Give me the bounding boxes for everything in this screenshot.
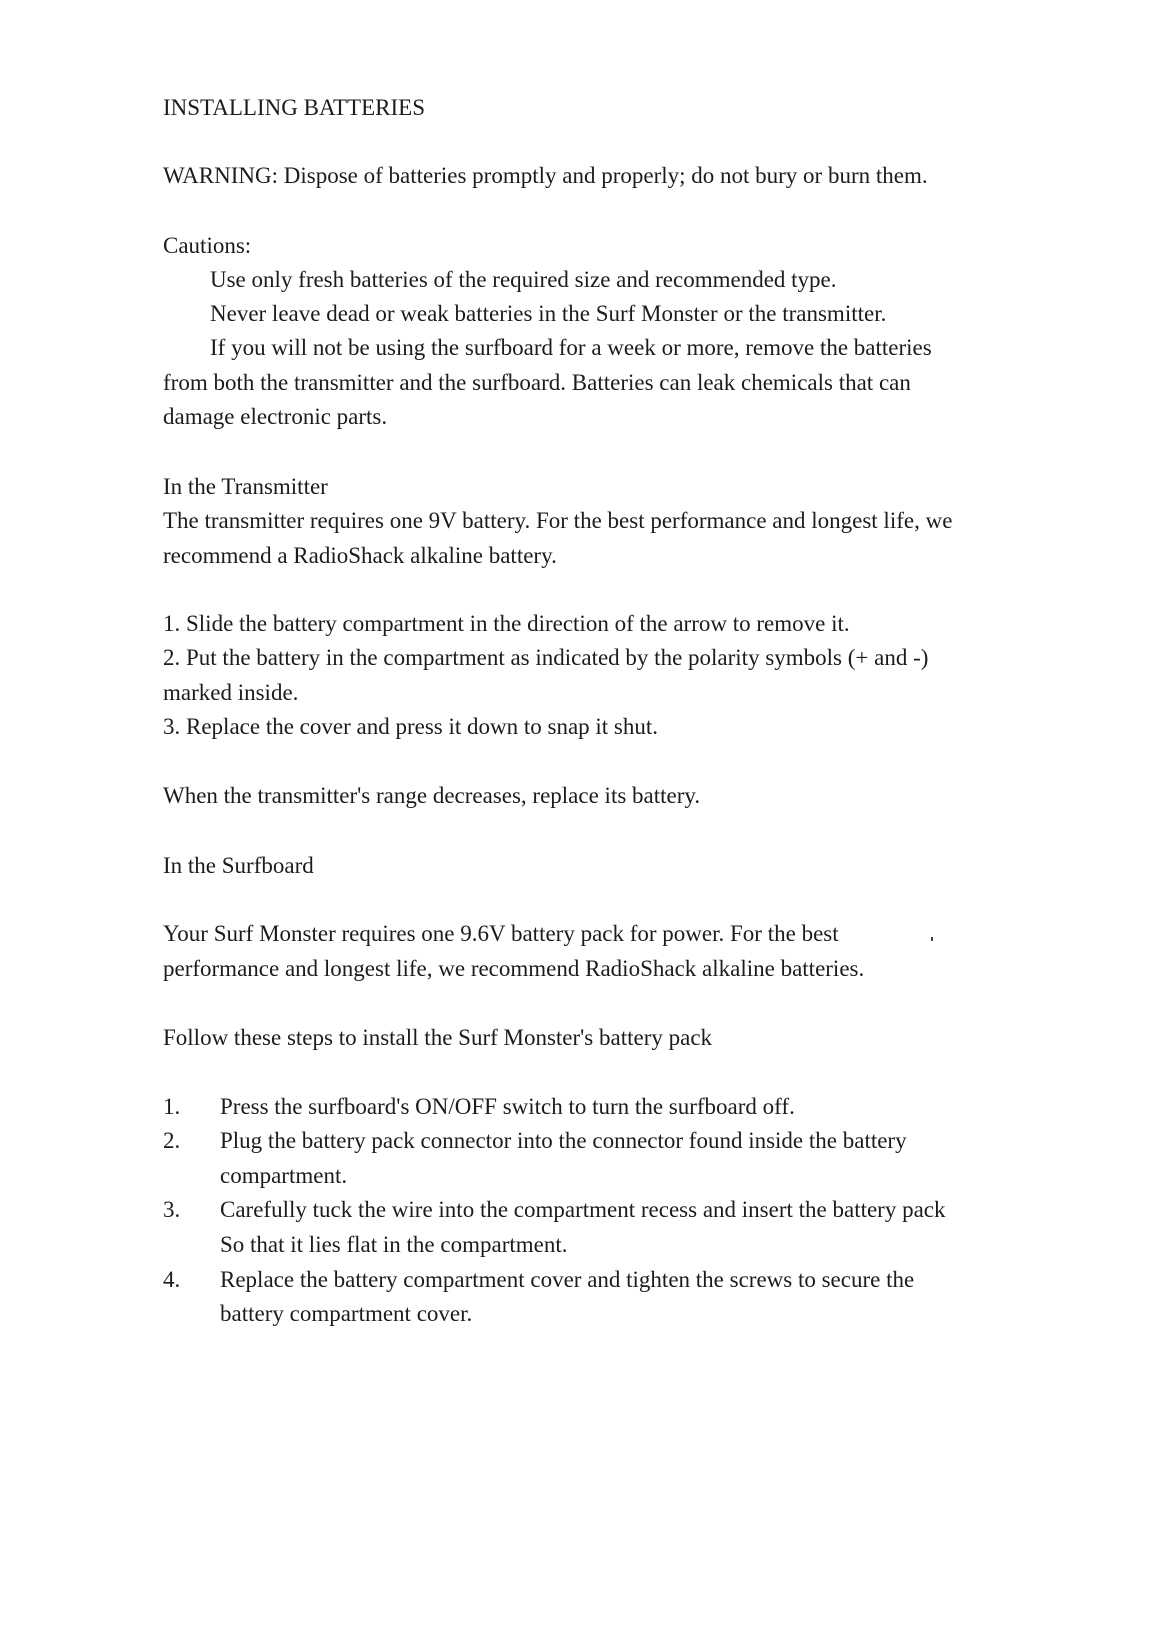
surfboard-step-number: 1. — [163, 1094, 181, 1119]
surfboard-step: Press the surfboard's ON/OFF switch to turn the surfboard off. — [220, 1094, 795, 1119]
scan-speck — [931, 937, 933, 941]
page-title: INSTALLING BATTERIES — [163, 95, 425, 120]
surfboard-heading: In the Surfboard — [163, 853, 314, 878]
surfboard-step-continuation: compartment. — [220, 1163, 348, 1188]
surfboard-step: Carefully tuck the wire into the compartment recess and insert the battery pack — [220, 1197, 946, 1222]
surfboard-intro: performance and longest life, we recommend RadioShack alkaline batteries. — [163, 956, 865, 981]
surfboard-step-continuation: battery compartment cover. — [220, 1301, 473, 1326]
transmitter-heading: In the Transmitter — [163, 474, 328, 499]
surfboard-step: Replace the battery compartment cover and tighten the screws to secure the — [220, 1267, 915, 1292]
warning-text: WARNING: Dispose of batteries promptly and properly; do not bury or burn them. — [163, 163, 928, 188]
transmitter-step-continuation: marked inside. — [163, 680, 299, 705]
surfboard-step: Plug the battery pack connector into the connector found inside the battery — [220, 1128, 907, 1153]
transmitter-step: 1. Slide the battery compartment in the direction of the arrow to remove it. — [163, 611, 850, 636]
surfboard-step-continuation: So that it lies flat in the compartment. — [220, 1232, 568, 1257]
surfboard-follow: Follow these steps to install the Surf Monster's battery pack — [163, 1025, 713, 1050]
surfboard-step-number: 2. — [163, 1128, 181, 1153]
caution-continuation: from both the transmitter and the surfboard. Batteries can leak chemicals that can — [163, 370, 911, 395]
caution-continuation: damage electronic parts. — [163, 404, 388, 429]
surfboard-step-number: 4. — [163, 1267, 181, 1292]
transmitter-intro: The transmitter requires one 9V battery. For the best performance and longest life, we — [163, 508, 953, 533]
transmitter-note: When the transmitter's range decreases, replace its battery. — [163, 783, 701, 808]
cautions-heading: Cautions: — [163, 233, 252, 258]
transmitter-intro: recommend a RadioShack alkaline battery. — [163, 543, 557, 568]
transmitter-step: 3. Replace the cover and press it down to snap it shut. — [163, 714, 659, 739]
caution-item: Use only fresh batteries of the required size and recommended type. — [210, 267, 837, 292]
surfboard-intro: Your Surf Monster requires one 9.6V battery pack for power. For the best — [163, 921, 839, 946]
transmitter-step: 2. Put the battery in the compartment as indicated by the polarity symbols (+ and -) — [163, 645, 929, 670]
caution-item: If you will not be using the surfboard for a week or more, remove the batteries — [210, 335, 932, 360]
caution-item: Never leave dead or weak batteries in the Surf Monster or the transmitter. — [210, 301, 887, 326]
surfboard-step-number: 3. — [163, 1197, 181, 1222]
